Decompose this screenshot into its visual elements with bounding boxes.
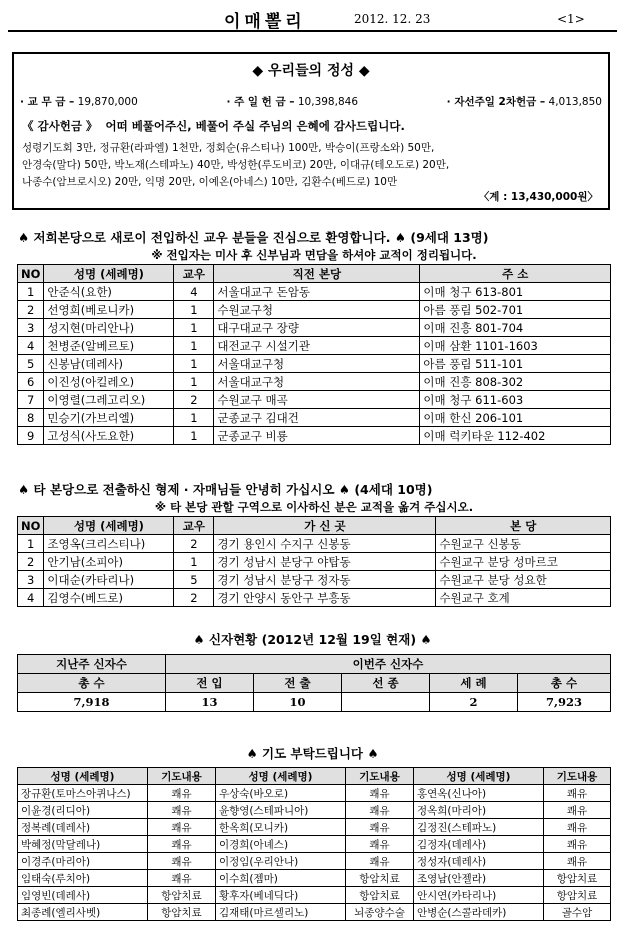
table-cell: 성지현(마리안나) [44, 319, 174, 337]
table-cell: 군종교구 김대건 [214, 409, 420, 427]
table-cell: 이매 진흥 808-302 [420, 373, 611, 391]
table-row [18, 785, 611, 802]
table-cell: 2 [174, 391, 214, 409]
table-cell: 신봉남(데레사) [44, 355, 174, 373]
table-cell: 임태숙(루치아) [18, 870, 148, 887]
table-row [18, 836, 611, 853]
table-row [18, 589, 611, 607]
prayer-header-row: 성명 (세례명) 기도내용 성명 (세례명) 기도내용 성명 (세례명) 기도내용 [18, 768, 611, 785]
table-cell: 이대순(카타리나) [44, 571, 174, 589]
welcome-title: ♠ 저희본당으로 새로이 전입하신 교우 분들을 진심으로 환영합니다. ♠ (9세대 13명) [18, 230, 489, 245]
table-cell: 수원교구 매곡 [214, 391, 420, 409]
table-cell: 1 [174, 373, 214, 391]
table-cell: 5 [174, 571, 214, 589]
farewell-title: ♠ 타 본당으로 전출하신 형제 · 자매님들 안녕히 가십시오 ♠ (4세대 10명) [18, 482, 433, 497]
table-cell: 4 [18, 337, 44, 355]
table-cell: 안병순(스콜라데카) [414, 904, 544, 921]
table-cell: 이경희(아녜스) [216, 836, 346, 853]
table-cell: 쾌유 [148, 853, 216, 870]
donor-list: 성령기도회 3만, 정규환(라파엘) 1천만, 정회순(유스티나) 100만, 박승이(프랑소와) 50만, 안경숙(말다) 50만, 박노재(스테파노) 40만, 박성한(루도비코) 20만, 이대규(테오도로) 20만, 나종수(암브로시오) 20만, 익명 20만, 이예온(아네스) 10만, 김환수(베드로) 10만 [22, 142, 450, 188]
table-cell: 이매 청구 611-603 [420, 391, 611, 409]
table-cell: 정옥희(마리아) [414, 802, 544, 819]
table-cell: 2 [18, 553, 44, 571]
table-cell: 조영옥(크리스티나) [44, 535, 174, 553]
table-row [18, 535, 611, 553]
thanks-line: 《 감사헌금 》 어떠 베풀어주신, 베풀어 주실 주님의 은혜에 감사드립니다. [22, 119, 405, 133]
farewell-note: ※ 타 본당 관할 구역으로 이사하신 분은 교적을 옮겨 주십시오. [154, 500, 474, 514]
table-cell: 항암치료 [544, 870, 611, 887]
table-cell: 항암치료 [148, 904, 216, 921]
table-cell: 이매 삼환 1101-1603 [420, 337, 611, 355]
table-cell: 조영남(안젤라) [414, 870, 544, 887]
table-cell: 쾌유 [148, 836, 216, 853]
table-cell: 1 [174, 337, 214, 355]
moved-in: 13 [166, 693, 254, 712]
table-cell: 1 [174, 427, 214, 445]
table-cell: 한옥희(모니카) [216, 819, 346, 836]
table-row [18, 409, 611, 427]
moved-out: 10 [254, 693, 342, 712]
table-cell: 김정진(스테파노) [414, 819, 544, 836]
table-row [18, 373, 611, 391]
bulletin-title: 이매뽈리 [224, 12, 306, 32]
table-cell: 골수암 [544, 904, 611, 921]
table-row [18, 904, 611, 921]
welcome-header-row: NO 성명 (세례명) 교우 직전 본당 주 소 [18, 265, 611, 283]
table-cell: 선영희(베로니카) [44, 301, 174, 319]
table-cell: 김재태(마르셀리노) [216, 904, 346, 921]
offering-item: · 주 일 헌 금 – 10,398,846 [226, 96, 358, 108]
table-cell: 1 [174, 301, 214, 319]
table-cell: 박혜정(막달레나) [18, 836, 148, 853]
table-cell: 이매 진흥 801-704 [420, 319, 611, 337]
table-cell: 6 [18, 373, 44, 391]
table-cell: 서울대교구청 [214, 355, 420, 373]
table-cell: 경기 성남시 분당구 정자동 [214, 571, 436, 589]
table-cell: 3 [18, 571, 44, 589]
table-cell: 8 [18, 409, 44, 427]
table-cell: 쾌유 [544, 802, 611, 819]
table-row [18, 553, 611, 571]
table-cell: 항암치료 [544, 887, 611, 904]
table-cell: 항암치료 [346, 870, 414, 887]
table-cell: 쾌유 [544, 819, 611, 836]
table-cell: 아름 풍림 511-101 [420, 355, 611, 373]
table-cell: 김정자(데레사) [414, 836, 544, 853]
table-cell: 최종례(엘리사벳) [18, 904, 148, 921]
table-cell: 1 [18, 283, 44, 301]
table-cell: 7 [18, 391, 44, 409]
table-cell: 항암치료 [346, 887, 414, 904]
table-cell: 2 [174, 535, 214, 553]
table-cell: 군종교구 비룡 [214, 427, 420, 445]
table-cell: 쾌유 [148, 870, 216, 887]
table-cell: 쾌유 [346, 819, 414, 836]
table-cell: 대구대교구 장량 [214, 319, 420, 337]
table-cell: 서울대교구청 [214, 373, 420, 391]
table-cell: 황후자(베네딕다) [216, 887, 346, 904]
table-cell: 1 [174, 319, 214, 337]
table-cell: 안기남(소피아) [44, 553, 174, 571]
last-week-total: 7,918 [18, 693, 166, 712]
believers-table: 지난주 신자수 이번주 신자수 총 수 전 입 전 출 선 종 세 례 총 수 7,918 13 10 2 7,923 [17, 654, 611, 712]
farewell-table [17, 516, 611, 607]
believers-title: ♠ 신자현황 (2012년 12월 19일 현재) ♠ [193, 632, 432, 647]
table-row [18, 355, 611, 373]
table-cell: 이경주(마리아) [18, 853, 148, 870]
table-cell: 이매 청구 613-801 [420, 283, 611, 301]
table-cell: 아름 풍림 502-701 [420, 301, 611, 319]
offering-sums [20, 94, 602, 109]
prayer-table [17, 767, 611, 921]
offering-total: 〈계 : 13,430,000원〉 [478, 191, 598, 203]
table-cell: 항암치료 [148, 887, 216, 904]
table-cell: 이정임(우리안나) [216, 853, 346, 870]
this-week-total: 7,923 [518, 693, 611, 712]
table-cell: 이매 럭키타운 112-402 [420, 427, 611, 445]
bulletin-header [8, 4, 617, 32]
table-cell: 수원교구 신봉동 [436, 535, 611, 553]
table-cell: 김영수(베드로) [44, 589, 174, 607]
table-cell: 서울대교구 돈암동 [214, 283, 420, 301]
table-cell: 쾌유 [148, 785, 216, 802]
table-cell: 이영렬(그레고리오) [44, 391, 174, 409]
table-cell: 쾌유 [148, 819, 216, 836]
table-cell: 쾌유 [346, 802, 414, 819]
table-cell: 1 [174, 355, 214, 373]
page-number: <1> [557, 12, 585, 26]
table-cell: 쾌유 [544, 853, 611, 870]
table-cell: 2 [174, 589, 214, 607]
table-cell: 윤향영(스테파니아) [216, 802, 346, 819]
table-cell: 정복례(데레사) [18, 819, 148, 836]
table-cell: 쾌유 [148, 802, 216, 819]
table-cell: 쾌유 [346, 785, 414, 802]
table-cell: 경기 안양시 동안구 부흥동 [214, 589, 436, 607]
farewell-header-row: NO 성명 (세례명) 교우 가 신 곳 본 당 [18, 517, 611, 535]
table-cell: 민승기(가브리엘) [44, 409, 174, 427]
table-row [18, 887, 611, 904]
table-cell: 이진성(아킬레오) [44, 373, 174, 391]
table-cell: 3 [18, 319, 44, 337]
table-cell: 장규환(토마스아퀴나스) [18, 785, 148, 802]
table-cell: 수원교구청 [214, 301, 420, 319]
table-cell: 9 [18, 427, 44, 445]
table-row [18, 819, 611, 836]
table-cell: 2 [18, 301, 44, 319]
table-row [18, 870, 611, 887]
table-cell: 수원교구 분당 성마르코 [436, 553, 611, 571]
table-cell: 천병준(알베르토) [44, 337, 174, 355]
table-row [18, 571, 611, 589]
deceased [342, 693, 430, 712]
table-cell: 대전교구 시설기관 [214, 337, 420, 355]
table-row [18, 337, 611, 355]
table-cell: 우상숙(바오로) [216, 785, 346, 802]
table-cell: 4 [174, 283, 214, 301]
table-cell: 정성자(데레사) [414, 853, 544, 870]
table-cell: 안준식(요한) [44, 283, 174, 301]
table-cell: 쾌유 [346, 853, 414, 870]
table-cell: 이윤경(리디아) [18, 802, 148, 819]
offering-item: · 교 무 금 – 19,870,000 [20, 96, 138, 108]
table-cell: 5 [18, 355, 44, 373]
table-cell: 쾌유 [544, 785, 611, 802]
table-cell: 1 [18, 535, 44, 553]
table-cell: 안시연(카타리나) [414, 887, 544, 904]
table-cell: 뇌종양수술 [346, 904, 414, 921]
offering-box [12, 52, 610, 210]
table-cell: 경기 용인시 수지구 신봉동 [214, 535, 436, 553]
offering-item: · 자선주일 2차헌금 – 4,013,850 [446, 96, 602, 108]
table-cell: 고성식(사도요한) [44, 427, 174, 445]
table-row [18, 802, 611, 819]
table-row [18, 427, 611, 445]
bulletin-date: 2012. 12. 23 [354, 12, 431, 26]
table-cell: 이매 한신 206-101 [420, 409, 611, 427]
table-row [18, 301, 611, 319]
prayer-title: ♠ 기도 부탁드립니다 ♠ [246, 746, 379, 761]
table-row [18, 319, 611, 337]
table-cell: 4 [18, 589, 44, 607]
table-cell: 홍연옥(신나아) [414, 785, 544, 802]
table-row [18, 853, 611, 870]
table-cell: 수원교구 분당 성요한 [436, 571, 611, 589]
table-cell: 1 [174, 553, 214, 571]
table-cell: 경기 성남시 분당구 야탑동 [214, 553, 436, 571]
offering-title: ◆ 우리들의 정성 ◆ [252, 63, 370, 79]
table-cell: 이수희(젬마) [216, 870, 346, 887]
table-row [18, 391, 611, 409]
table-cell: 임영빈(데레사) [18, 887, 148, 904]
table-row [18, 283, 611, 301]
table-cell: 쾌유 [544, 836, 611, 853]
table-cell: 1 [174, 409, 214, 427]
welcome-note: ※ 전입자는 미사 후 신부님과 면담을 하셔야 교적이 정리됩니다. [151, 248, 477, 262]
table-cell: 쾌유 [346, 836, 414, 853]
welcome-table [17, 264, 611, 445]
baptized: 2 [430, 693, 518, 712]
table-cell: 수원교구 호계 [436, 589, 611, 607]
